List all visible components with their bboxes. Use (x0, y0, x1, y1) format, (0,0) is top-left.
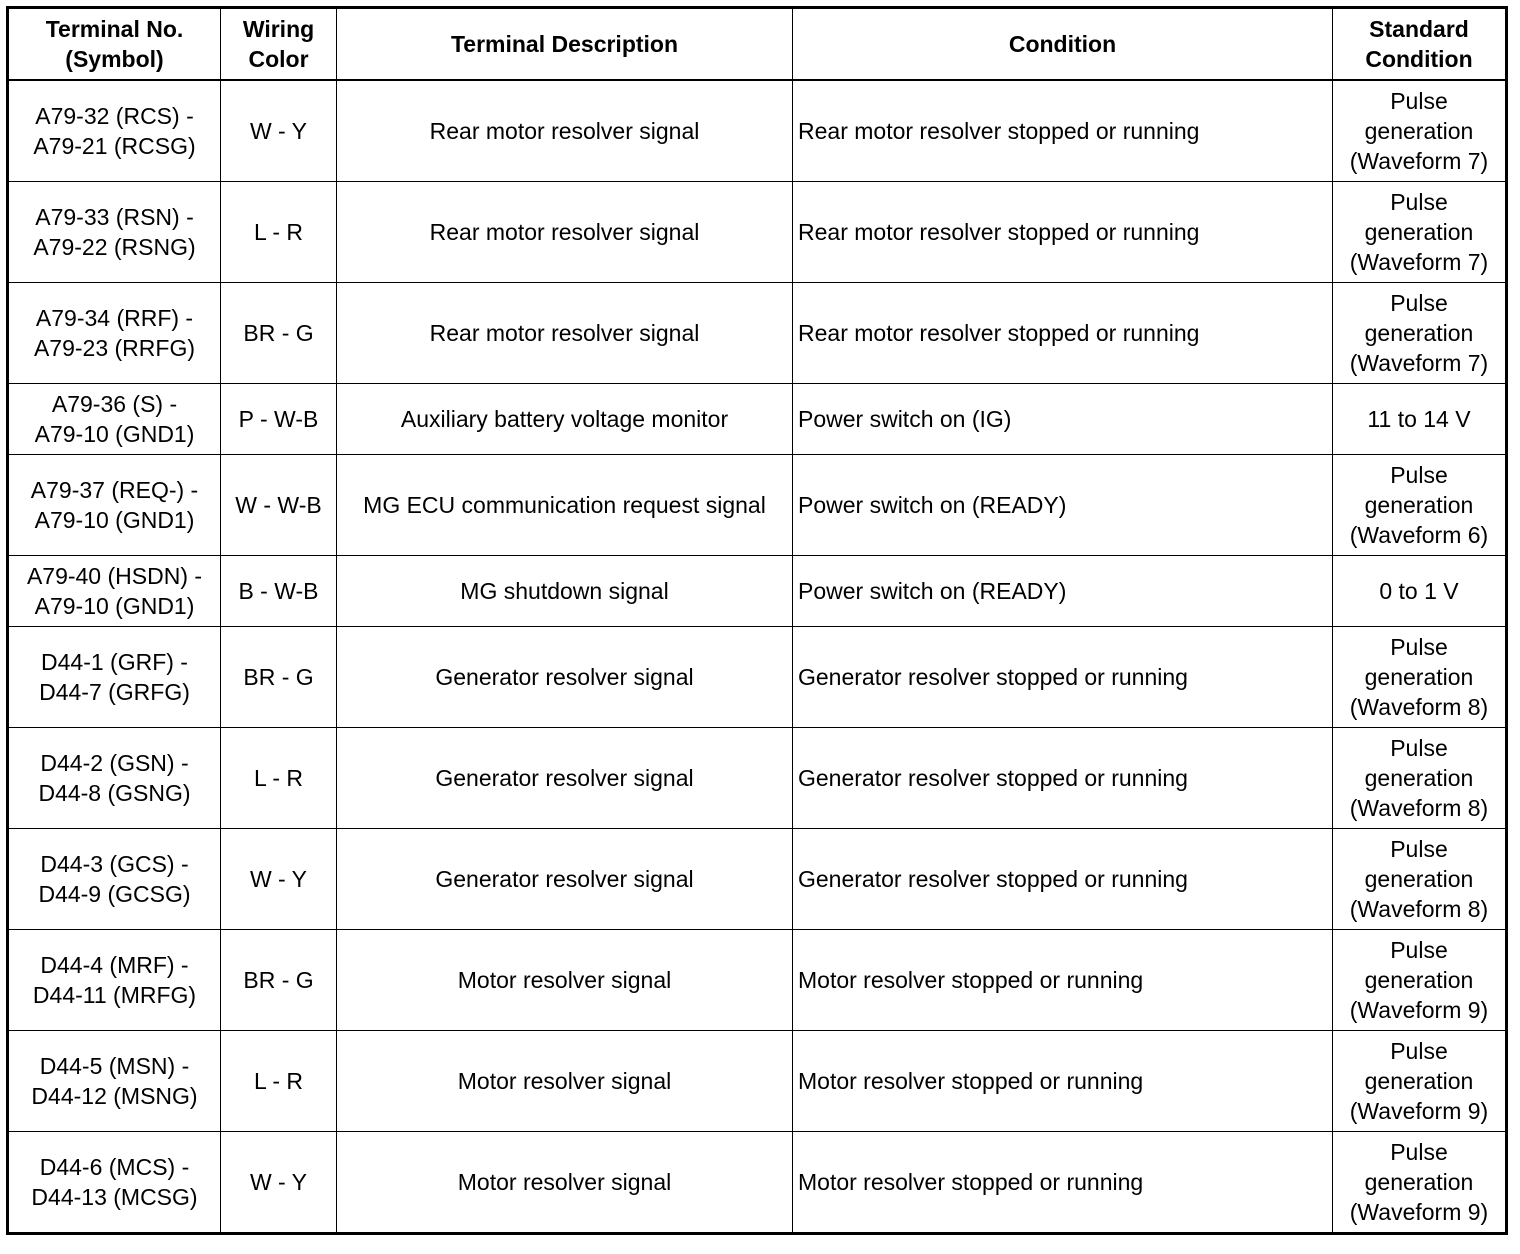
terminal-cell: A79-37 (REQ-) - A79-10 (GND1) (8, 455, 221, 556)
condition-cell: Generator resolver stopped or running (793, 829, 1333, 930)
table-row (8, 80, 1507, 182)
standard-cell: Pulse generation (Waveform 7) (1333, 283, 1507, 384)
table-row (8, 556, 1507, 627)
condition-cell: Rear motor resolver stopped or running (793, 80, 1333, 182)
standard-cell: 0 to 1 V (1333, 556, 1507, 627)
condition-cell: Power switch on (IG) (793, 384, 1333, 455)
header-description: Terminal Description (337, 8, 793, 81)
terminal-cell: A79-34 (RRF) - A79-23 (RRFG) (8, 283, 221, 384)
condition-cell: Motor resolver stopped or running (793, 1031, 1333, 1132)
table-row (8, 728, 1507, 829)
table-row (8, 283, 1507, 384)
wiring-cell: L - R (221, 728, 337, 829)
standard-cell: Pulse generation (Waveform 9) (1333, 1132, 1507, 1234)
standard-cell: Pulse generation (Waveform 7) (1333, 80, 1507, 182)
standard-cell: Pulse generation (Waveform 7) (1333, 182, 1507, 283)
terminal-cell: D44-1 (GRF) - D44-7 (GRFG) (8, 627, 221, 728)
wiring-cell: BR - G (221, 283, 337, 384)
table-row (8, 829, 1507, 930)
wiring-cell: B - W-B (221, 556, 337, 627)
terminal-cell: D44-4 (MRF) - D44-11 (MRFG) (8, 930, 221, 1031)
condition-cell: Generator resolver stopped or running (793, 728, 1333, 829)
terminal-cell: D44-5 (MSN) - D44-12 (MSNG) (8, 1031, 221, 1132)
standard-cell: Pulse generation (Waveform 8) (1333, 627, 1507, 728)
wiring-cell: W - Y (221, 829, 337, 930)
terminal-table (6, 6, 1508, 1235)
description-cell: Motor resolver signal (337, 1132, 793, 1234)
description-cell: Generator resolver signal (337, 627, 793, 728)
table-row (8, 455, 1507, 556)
description-cell: Motor resolver signal (337, 1031, 793, 1132)
description-cell: Rear motor resolver signal (337, 182, 793, 283)
wiring-cell: L - R (221, 182, 337, 283)
header-wiring: Wiring Color (221, 8, 337, 81)
description-cell: Generator resolver signal (337, 829, 793, 930)
header-standard: Standard Condition (1333, 8, 1507, 81)
standard-cell: Pulse generation (Waveform 8) (1333, 728, 1507, 829)
condition-cell: Motor resolver stopped or running (793, 1132, 1333, 1234)
condition-cell: Generator resolver stopped or running (793, 627, 1333, 728)
table-row (8, 627, 1507, 728)
standard-cell: Pulse generation (Waveform 6) (1333, 455, 1507, 556)
table-row (8, 1031, 1507, 1132)
description-cell: Rear motor resolver signal (337, 283, 793, 384)
condition-cell: Motor resolver stopped or running (793, 930, 1333, 1031)
condition-cell: Power switch on (READY) (793, 556, 1333, 627)
table-row (8, 182, 1507, 283)
wiring-cell: P - W-B (221, 384, 337, 455)
terminal-cell: D44-6 (MCS) - D44-13 (MCSG) (8, 1132, 221, 1234)
standard-cell: Pulse generation (Waveform 9) (1333, 930, 1507, 1031)
condition-cell: Rear motor resolver stopped or running (793, 182, 1333, 283)
table-row (8, 930, 1507, 1031)
wiring-cell: W - Y (221, 80, 337, 182)
description-cell: MG ECU communication request signal (337, 455, 793, 556)
header-condition: Condition (793, 8, 1333, 81)
header-row (8, 8, 1507, 81)
description-cell: Motor resolver signal (337, 930, 793, 1031)
description-cell: MG shutdown signal (337, 556, 793, 627)
standard-cell: Pulse generation (Waveform 9) (1333, 1031, 1507, 1132)
description-cell: Generator resolver signal (337, 728, 793, 829)
standard-cell: Pulse generation (Waveform 8) (1333, 829, 1507, 930)
standard-cell: 11 to 14 V (1333, 384, 1507, 455)
condition-cell: Rear motor resolver stopped or running (793, 283, 1333, 384)
wiring-cell: W - Y (221, 1132, 337, 1234)
description-cell: Auxiliary battery voltage monitor (337, 384, 793, 455)
terminal-cell: A79-33 (RSN) - A79-22 (RSNG) (8, 182, 221, 283)
wiring-cell: L - R (221, 1031, 337, 1132)
terminal-cell: A79-36 (S) - A79-10 (GND1) (8, 384, 221, 455)
table-row (8, 1132, 1507, 1234)
terminal-cell: A79-32 (RCS) - A79-21 (RCSG) (8, 80, 221, 182)
header-terminal: Terminal No. (Symbol) (8, 8, 221, 81)
terminal-cell: D44-2 (GSN) - D44-8 (GSNG) (8, 728, 221, 829)
condition-cell: Power switch on (READY) (793, 455, 1333, 556)
terminal-cell: D44-3 (GCS) - D44-9 (GCSG) (8, 829, 221, 930)
wiring-cell: BR - G (221, 627, 337, 728)
table-row (8, 384, 1507, 455)
wiring-cell: BR - G (221, 930, 337, 1031)
description-cell: Rear motor resolver signal (337, 80, 793, 182)
terminal-cell: A79-40 (HSDN) - A79-10 (GND1) (8, 556, 221, 627)
wiring-cell: W - W-B (221, 455, 337, 556)
